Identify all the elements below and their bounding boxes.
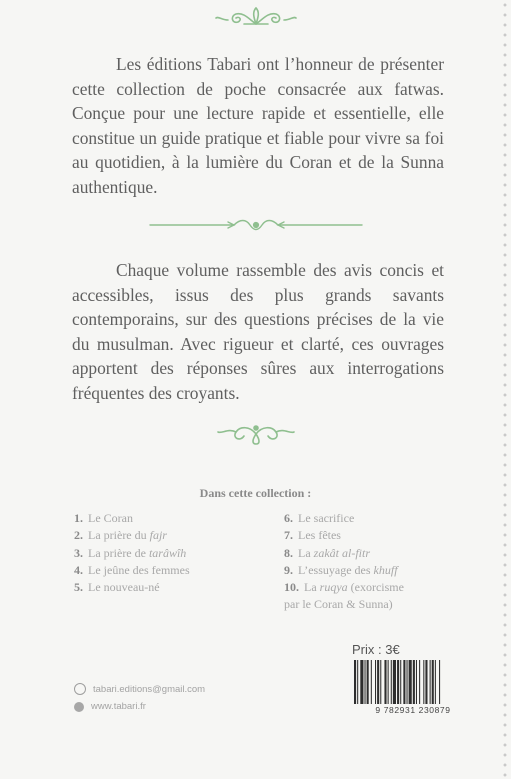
collection-item-text: Le jeûne des femmes (88, 562, 190, 577)
collection-item-text: La (298, 545, 314, 560)
collection-item-text: La prière du (88, 528, 150, 543)
collection-item-text: tarâwîh (148, 545, 187, 560)
collection-item-text: Le Coran (88, 511, 133, 525)
collection-list-right (284, 510, 464, 614)
collection-item-text: La prière de (88, 545, 149, 560)
globe-icon (74, 702, 84, 712)
collection-item-text: La (304, 580, 320, 595)
collection-item-text: Les fêtes (298, 528, 341, 543)
collection-item-number: 9. (284, 562, 293, 577)
collection-item-number: 1. (74, 511, 83, 525)
collection-item-text: fajr (149, 528, 167, 543)
collection-item (284, 527, 464, 544)
contact-website[interactable] (74, 701, 146, 712)
collection-item-number: 3. (74, 545, 83, 560)
collection-item-text: L’essuyage des (298, 562, 374, 577)
dotted-border (499, 0, 511, 779)
collection-item (284, 562, 464, 579)
collection-item (284, 545, 464, 562)
price-label: Prix : 3€ (352, 642, 400, 657)
collection-item-number: 10. (284, 580, 299, 595)
collection-item-text: (exorcisme (347, 580, 404, 595)
collection-item (74, 510, 274, 527)
collection-item-number: 7. (284, 528, 293, 543)
barcode-bars (350, 660, 476, 704)
divider-ornament (0, 216, 511, 234)
collection-item (74, 527, 274, 544)
website-text: www.tabari.fr (91, 701, 146, 712)
collection-item (284, 510, 464, 527)
contact-email[interactable] (74, 683, 205, 695)
top-ornament (0, 6, 511, 28)
collection-item (74, 545, 274, 562)
isbn-number: 9 782931 230879 (375, 705, 451, 715)
barcode (350, 660, 476, 715)
collection-item-text: Le nouveau-né (88, 580, 160, 595)
collection-item-number: 6. (284, 511, 293, 525)
collection-item-number: 5. (74, 580, 83, 595)
collection-item (284, 596, 464, 613)
collection-title: Dans cette collection : (199, 486, 312, 500)
second-paragraph: Chaque volume rassemble des avis concis et accessibles, issus des plus grands savants contemporains, sur des questions précises de la vie du musulman. Avec rigueur et clarté, ces ouvrages apportent des réponses sûres aux interrogations fréquentes des croyants. (72, 260, 444, 403)
collection-item (74, 579, 274, 596)
collection-item-text: Le sacrifice (298, 511, 355, 525)
intro-paragraph: Les éditions Tabari ont l’honneur de présenter cette collection de poche consacrée aux fatwas. Conçue pour une lecture rapide et essentielle, elle constitue un guide pratique et fiable pour vivre sa foi au quotidien, à la lumière du Coran et de la Sunna authentique. (72, 54, 444, 197)
collection-item-text: khuff (373, 562, 398, 577)
collection-item-number: 2. (74, 528, 83, 543)
lower-ornament (0, 420, 511, 446)
collection-item (74, 562, 274, 579)
collection-item-text: zakât al-fitr (313, 545, 370, 560)
email-text: tabari.editions@gmail.com (93, 683, 206, 695)
collection-item-number: 8. (284, 545, 293, 560)
collection-item-text: ruqya (319, 580, 348, 595)
collection-item (284, 579, 464, 596)
collection-item-text: par le Coran & Sunna) (284, 597, 393, 612)
mail-icon (74, 683, 86, 695)
collection-list-left (74, 510, 274, 596)
collection-item-number: 4. (74, 562, 83, 577)
